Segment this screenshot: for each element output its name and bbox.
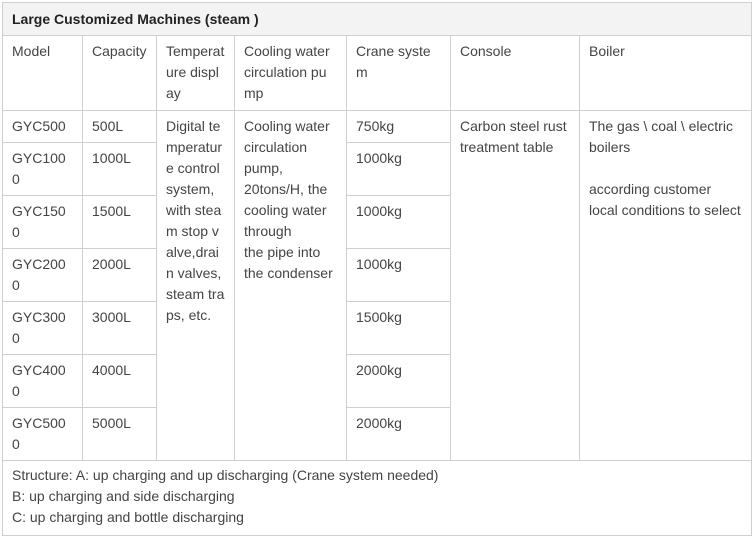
boiler-line: The gas \ coal \ electric boilers <box>589 118 733 155</box>
table-row <box>3 111 752 143</box>
crane-cell: 750kg <box>347 111 451 143</box>
capacity-cell: 3000L <box>83 302 157 355</box>
header-console: Console <box>451 36 580 111</box>
header-cooling-pump: Cooling water circulation pump <box>235 36 347 111</box>
header-boiler: Boiler <box>580 36 752 111</box>
header-temperature-display: Temperature display <box>157 36 235 111</box>
structure-note: B: up charging and side discharging <box>12 488 235 504</box>
capacity-cell: 500L <box>83 111 157 143</box>
structure-note: Structure: A: up charging and up discharging (Crane system needed) <box>12 467 439 483</box>
temperature-display-cell: Digital temperature control system, with steam stop valve,drain valves, steam traps, etc. <box>157 111 235 461</box>
model-cell: GYC1000 <box>3 143 83 196</box>
cooling-pump-cell <box>235 111 347 461</box>
crane-cell: 1500kg <box>347 302 451 355</box>
cooling-pump-line: the pipe into the condenser <box>244 244 333 281</box>
capacity-cell: 1000L <box>83 143 157 196</box>
capacity-cell: 4000L <box>83 355 157 408</box>
model-cell: GYC1500 <box>3 196 83 249</box>
model-cell: GYC2000 <box>3 249 83 302</box>
crane-cell: 2000kg <box>347 408 451 461</box>
model-cell: GYC4000 <box>3 355 83 408</box>
crane-cell: 2000kg <box>347 355 451 408</box>
header-capacity: Capacity <box>83 36 157 111</box>
crane-cell: 1000kg <box>347 143 451 196</box>
console-cell: Carbon steel rust treatment table <box>451 111 580 461</box>
model-cell: GYC3000 <box>3 302 83 355</box>
capacity-cell: 1500L <box>83 196 157 249</box>
machines-table <box>2 2 752 536</box>
model-cell: GYC500 <box>3 111 83 143</box>
boiler-line: according customer local conditions to select <box>589 181 741 218</box>
model-cell: GYC5000 <box>3 408 83 461</box>
crane-cell: 1000kg <box>347 196 451 249</box>
header-crane-system: Crane system <box>347 36 451 111</box>
header-model: Model <box>3 36 83 111</box>
table-title: Large Customized Machines (steam ) <box>3 3 752 36</box>
capacity-cell: 2000L <box>83 249 157 302</box>
structure-notes <box>3 461 752 536</box>
cooling-pump-line: Cooling water circulation pump, 20tons/H, the cooling water through <box>244 118 330 239</box>
capacity-cell: 5000L <box>83 408 157 461</box>
boiler-cell <box>580 111 752 461</box>
structure-note: C: up charging and bottle discharging <box>12 509 244 525</box>
crane-cell: 1000kg <box>347 249 451 302</box>
